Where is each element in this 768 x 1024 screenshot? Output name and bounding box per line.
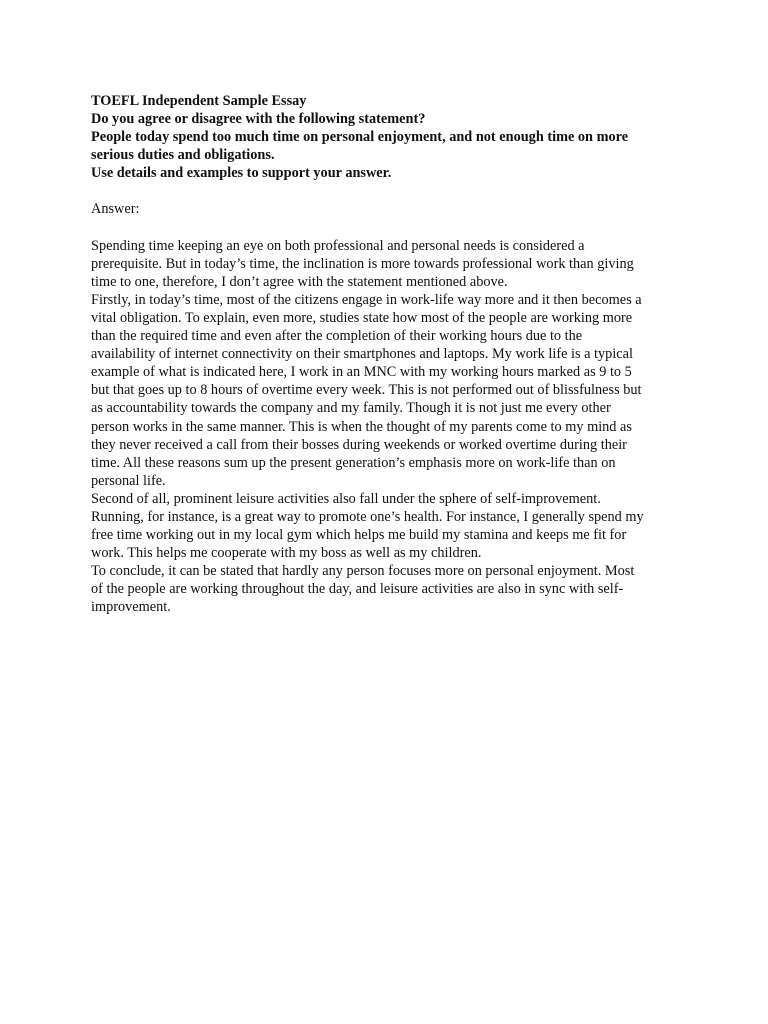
essay-line: Spending time keeping an eye on both professional and personal needs is considered a — [91, 237, 585, 254]
prompt-question: Do you agree or disagree with the following statement? — [91, 111, 426, 128]
essay-paragraph-first-reason — [91, 291, 691, 490]
essay-line: than the required time and even after the completion of their working hours due to the — [91, 328, 583, 345]
essay-line: Firstly, in today’s time, most of the citizens engage in work-life way more and it then becomes a — [91, 291, 642, 308]
answer-label: Answer: — [91, 201, 140, 218]
essay-line: person works in the same manner. This is when the thought of my parents come to my mind as — [91, 418, 632, 435]
essay-line: Running, for instance, is a great way to promote one’s health. For instance, I generally spend my — [91, 508, 644, 525]
essay-prompt — [91, 92, 691, 182]
essay-line: as accountability towards the company and my family. Though it is not just me every other — [91, 400, 611, 417]
essay-paragraph-intro — [91, 237, 691, 291]
essay-line: free time working out in my local gym which helps me build my stamina and keeps me fit for — [91, 527, 627, 544]
essay-line: availability of internet connectivity on their smartphones and laptops. My work life is a typical — [91, 346, 633, 363]
essay-line: time to one, therefore, I don’t agree with the statement mentioned above. — [91, 273, 508, 290]
essay-line: of the people are working throughout the day, and leisure activities are also in sync with self- — [91, 581, 624, 598]
essay-line: Second of all, prominent leisure activities also fall under the sphere of self-improvement. — [91, 490, 601, 507]
essay-body — [91, 237, 691, 617]
essay-line: but that goes up to 8 hours of overtime every week. This is not performed out of blissfulness but — [91, 382, 642, 399]
prompt-statement-line: serious duties and obligations. — [91, 147, 275, 164]
essay-line: example of what is indicated here, I work in an MNC with my working hours marked as 9 to 5 — [91, 364, 632, 381]
essay-line: vital obligation. To explain, even more, studies state how most of the people are working more — [91, 309, 633, 326]
essay-title: TOEFL Independent Sample Essay — [91, 93, 307, 109]
essay-line: To conclude, it can be stated that hardly any person focuses more on personal enjoyment. Most — [91, 563, 635, 580]
essay-paragraph-second-reason — [91, 490, 691, 562]
document-content — [91, 92, 691, 617]
essay-line: work. This helps me cooperate with my boss as well as my children. — [91, 545, 482, 562]
essay-line: they never received a call from their bosses during weekends or worked overtime during their — [91, 436, 627, 453]
essay-paragraph-conclusion — [91, 562, 691, 616]
essay-line: improvement. — [91, 599, 171, 616]
essay-line: personal life. — [91, 472, 166, 489]
prompt-statement-line: People today spend too much time on personal enjoyment, and not enough time on more — [91, 129, 629, 146]
prompt-instruction: Use details and examples to support your answer. — [91, 165, 392, 182]
essay-line: time. All these reasons sum up the present generation’s emphasis more on work-life than on — [91, 454, 616, 471]
essay-line: prerequisite. But in today’s time, the inclination is more towards professional work than giving — [91, 255, 634, 272]
